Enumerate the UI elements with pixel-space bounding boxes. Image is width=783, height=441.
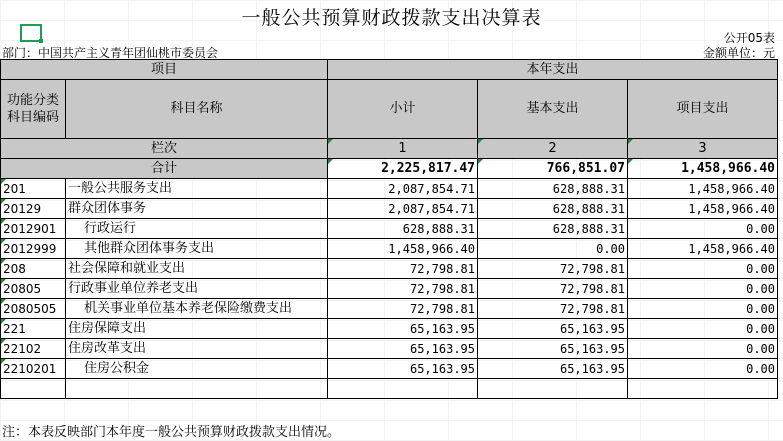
row-name-cell[interactable]: 其他群众团体事务支出 bbox=[66, 239, 328, 259]
column-number-1[interactable]: 1 bbox=[328, 139, 478, 159]
table-row bbox=[1, 179, 778, 199]
row-subtotal-cell[interactable]: 72,798.81 bbox=[328, 279, 478, 299]
row-subtotal-cell[interactable]: 72,798.81 bbox=[328, 299, 478, 319]
table-row bbox=[1, 319, 778, 339]
row-project-cell[interactable]: 1,458,966.40 bbox=[628, 199, 778, 219]
row-subtotal-cell[interactable]: 2,087,854.71 bbox=[328, 199, 478, 219]
row-project-cell[interactable]: 0.00 bbox=[628, 219, 778, 239]
header-subtotal[interactable]: 小计 bbox=[328, 80, 478, 139]
total-basic[interactable]: 766,851.07 bbox=[478, 159, 628, 179]
table-row bbox=[1, 279, 778, 299]
header-subject-name[interactable]: 科目名称 bbox=[66, 80, 328, 139]
row-project-cell[interactable]: 0.00 bbox=[628, 359, 778, 379]
row-subtotal-cell[interactable]: 628,888.31 bbox=[328, 219, 478, 239]
page-title: 一般公共预算财政拨款支出决算表 bbox=[241, 7, 542, 29]
header-function-code[interactable]: 功能分类 科目编码 bbox=[1, 80, 66, 139]
total-subtotal[interactable]: 2,225,817.47 bbox=[328, 159, 478, 179]
row-code-cell[interactable]: 201 bbox=[1, 179, 66, 199]
row-project-cell[interactable]: 1,458,966.40 bbox=[628, 179, 778, 199]
fill-handle[interactable] bbox=[39, 39, 43, 43]
row-name-cell[interactable]: 行政事业单位养老支出 bbox=[66, 279, 328, 299]
row-subtotal-cell[interactable]: 65,163.95 bbox=[328, 339, 478, 359]
row-basic-cell[interactable]: 65,163.95 bbox=[478, 359, 628, 379]
footnote: 注：本表反映部门本年度一般公共预算财政拨款支出情况。 bbox=[2, 425, 341, 440]
row-project-cell[interactable]: 0.00 bbox=[628, 299, 778, 319]
row-basic-cell[interactable]: 628,888.31 bbox=[478, 199, 628, 219]
row-project-cell[interactable]: 0.00 bbox=[628, 319, 778, 339]
row-code-cell[interactable]: 2210201 bbox=[1, 359, 66, 379]
table-row bbox=[1, 199, 778, 219]
empty-cell[interactable] bbox=[628, 379, 778, 399]
empty-cell[interactable] bbox=[478, 379, 628, 399]
table-row bbox=[1, 239, 778, 259]
header-basic-expense[interactable]: 基本支出 bbox=[478, 80, 628, 139]
row-subtotal-cell[interactable]: 72,798.81 bbox=[328, 259, 478, 279]
table-row bbox=[1, 299, 778, 319]
column-number-2[interactable]: 2 bbox=[478, 139, 628, 159]
table-row bbox=[1, 259, 778, 279]
row-basic-cell[interactable]: 628,888.31 bbox=[478, 179, 628, 199]
column-number-3[interactable]: 3 bbox=[628, 139, 778, 159]
empty-cell[interactable] bbox=[328, 379, 478, 399]
row-basic-cell[interactable]: 65,163.95 bbox=[478, 339, 628, 359]
header-current-year-expense[interactable]: 本年支出 bbox=[328, 60, 778, 80]
table-row bbox=[1, 219, 778, 239]
row-name-cell[interactable]: 住房改革支出 bbox=[66, 339, 328, 359]
row-subtotal-cell[interactable]: 65,163.95 bbox=[328, 319, 478, 339]
row-basic-cell[interactable]: 0.00 bbox=[478, 239, 628, 259]
row-code-cell[interactable]: 2012901 bbox=[1, 219, 66, 239]
table-row bbox=[1, 359, 778, 379]
header-item[interactable]: 项目 bbox=[1, 60, 328, 80]
row-code-cell[interactable]: 221 bbox=[1, 319, 66, 339]
amount-unit-label: 金额单位：元 bbox=[702, 46, 775, 60]
row-name-cell[interactable]: 住房保障支出 bbox=[66, 319, 328, 339]
empty-cell[interactable] bbox=[66, 379, 328, 399]
column-label-cell[interactable]: 栏次 bbox=[1, 139, 328, 159]
row-basic-cell[interactable]: 628,888.31 bbox=[478, 219, 628, 239]
row-project-cell[interactable]: 1,458,966.40 bbox=[628, 239, 778, 259]
row-project-cell[interactable]: 0.00 bbox=[628, 339, 778, 359]
row-name-cell[interactable]: 住房公积金 bbox=[66, 359, 328, 379]
total-project[interactable]: 1,458,966.40 bbox=[628, 159, 778, 179]
table-row bbox=[1, 339, 778, 359]
row-basic-cell[interactable]: 72,798.81 bbox=[478, 259, 628, 279]
row-name-cell[interactable]: 行政运行 bbox=[66, 219, 328, 239]
empty-cell[interactable] bbox=[1, 379, 66, 399]
total-label[interactable]: 合计 bbox=[1, 159, 328, 179]
row-name-cell[interactable]: 一般公共服务支出 bbox=[66, 179, 328, 199]
row-name-cell[interactable]: 群众团体事务 bbox=[66, 199, 328, 219]
row-name-cell[interactable]: 社会保障和就业支出 bbox=[66, 259, 328, 279]
row-name-cell[interactable]: 机关事业单位基本养老保险缴费支出 bbox=[66, 299, 328, 319]
row-code-cell[interactable]: 20805 bbox=[1, 279, 66, 299]
row-basic-cell[interactable]: 65,163.95 bbox=[478, 319, 628, 339]
row-code-cell[interactable]: 2012999 bbox=[1, 239, 66, 259]
row-basic-cell[interactable]: 72,798.81 bbox=[478, 299, 628, 319]
row-project-cell[interactable]: 0.00 bbox=[628, 279, 778, 299]
row-subtotal-cell[interactable]: 2,087,854.71 bbox=[328, 179, 478, 199]
row-code-cell[interactable]: 20129 bbox=[1, 199, 66, 219]
row-project-cell[interactable]: 0.00 bbox=[628, 259, 778, 279]
row-basic-cell[interactable]: 72,798.81 bbox=[478, 279, 628, 299]
department-label: 部门：中国共产主义青年团仙桃市委员会 bbox=[2, 46, 219, 60]
form-number: 公开05表 bbox=[723, 31, 775, 45]
row-code-cell[interactable]: 208 bbox=[1, 259, 66, 279]
row-subtotal-cell[interactable]: 65,163.95 bbox=[328, 359, 478, 379]
row-code-cell[interactable]: 22102 bbox=[1, 339, 66, 359]
header-project-expense[interactable]: 项目支出 bbox=[628, 80, 778, 139]
row-code-cell[interactable]: 2080505 bbox=[1, 299, 66, 319]
expense-table bbox=[0, 59, 778, 399]
row-subtotal-cell[interactable]: 1,458,966.40 bbox=[328, 239, 478, 259]
